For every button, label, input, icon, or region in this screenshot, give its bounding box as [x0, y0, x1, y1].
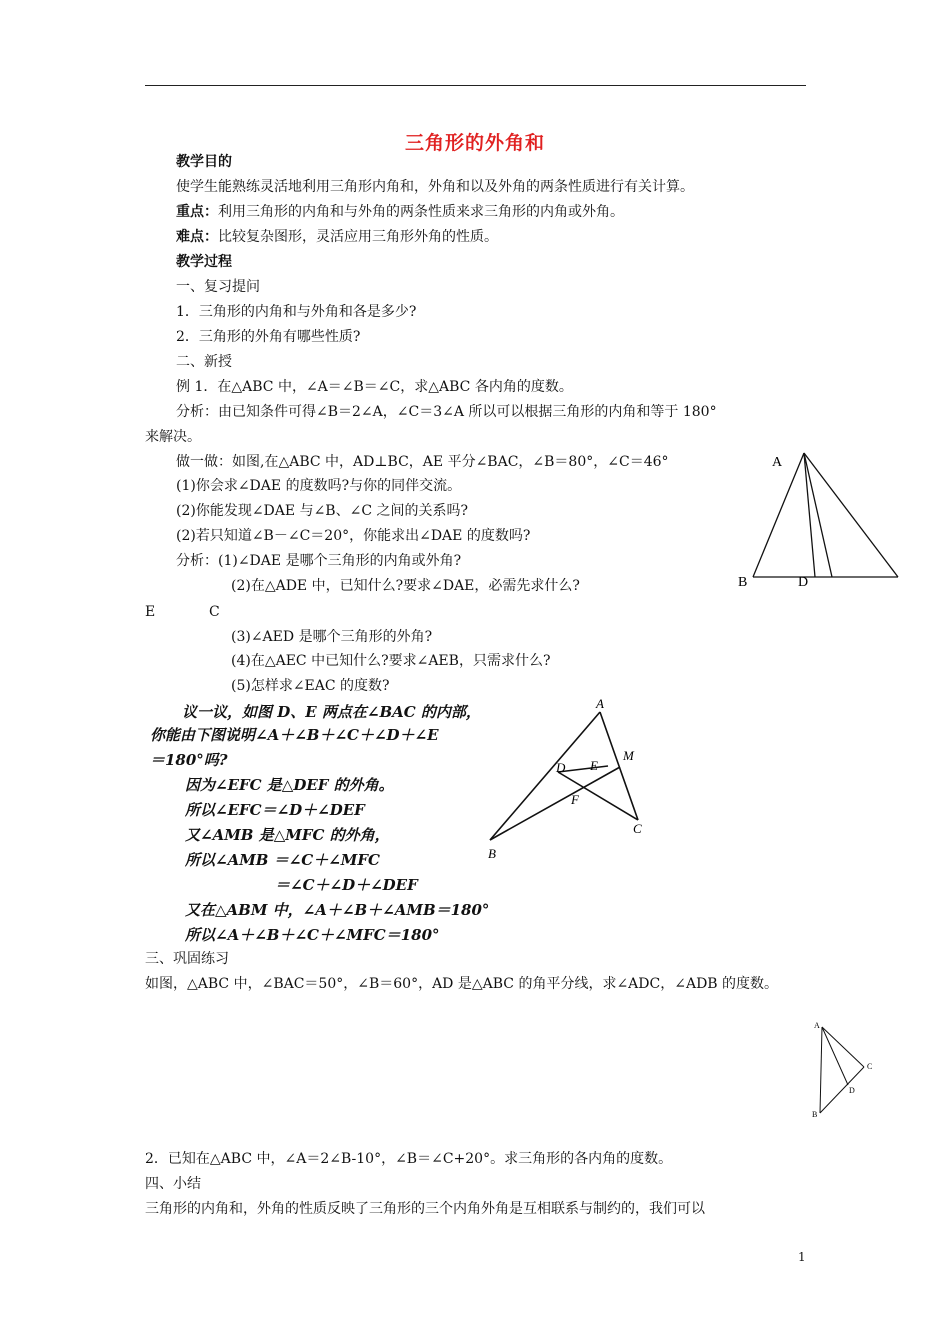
header-rule: [145, 85, 806, 86]
discuss-line-9: 又在△ABM 中，∠A＋∠B＋∠AMB＝180°: [185, 901, 490, 919]
discuss-line-8: ＝∠C＋∠D＋∠DEF: [275, 876, 418, 894]
discuss-line-6: 又∠AMB 是△MFC 的外角，: [185, 826, 390, 844]
section-summary: 四、小结: [145, 1176, 201, 1192]
question-1: 1．三角形的内角和与外角和各是多少?: [176, 304, 417, 320]
example-1: 例 1．在△ABC 中，∠A＝∠B＝∠C，求△ABC 各内角的度数。: [176, 379, 573, 395]
analysis-q1: 分析：(1)∠DAE 是哪个三角形的内角或外角?: [176, 553, 462, 569]
key-text: 利用三角形的内角和与外角的两条性质来求三角形的内角或外角。: [218, 204, 624, 220]
fig2-label-a: A: [596, 696, 604, 711]
analysis-1-cont: 来解决。: [145, 429, 201, 445]
fig3-label-d: D: [849, 1086, 855, 1095]
fig1-label-d: D: [798, 575, 809, 590]
figure-triangle-ade: [730, 445, 910, 595]
page-number: 1: [798, 1250, 806, 1264]
process-heading: 教学过程: [176, 254, 232, 270]
difficulty: [176, 228, 498, 246]
diff-label: 难点：: [176, 229, 218, 245]
try-text: 做一做：如图,在△ABC 中，AD⊥BC，AE 平分∠BAC，∠B＝80°，∠C＝46°: [176, 454, 669, 470]
fig2-label-f: F: [571, 792, 579, 807]
discuss-line-7: 所以∠AMB ＝∠C＋∠MFC: [185, 851, 380, 869]
fig2-label-e: E: [590, 758, 598, 773]
discuss-line-10: 所以∠A＋∠B＋∠C＋∠MFC＝180°: [185, 926, 440, 944]
section-new: 二、新授: [176, 354, 232, 370]
discuss-line-2: 你能由下图说明∠A＋∠B＋∠C＋∠D＋∠E: [150, 726, 439, 744]
key-point: [176, 203, 624, 221]
analysis-q3: (3)∠AED 是哪个三角形的外角?: [231, 629, 433, 645]
figure-angle-bisector: [808, 1015, 878, 1120]
question-2: 2．三角形的外角有哪些性质?: [176, 329, 361, 345]
page-title: 三角形的外角和: [404, 132, 545, 154]
analysis-q5: (5)怎样求∠EAC 的度数?: [231, 678, 390, 694]
fig2-label-m: M: [623, 748, 634, 763]
figure-star-angles: [480, 692, 660, 867]
try-item-1: (1)你会求∠DAE 的度数吗?与你的同伴交流。: [176, 478, 462, 494]
fig2-label-b: B: [488, 846, 496, 861]
try-item-3: (2)若只知道∠B－∠C＝20°，你能求出∠DAE 的度数吗?: [176, 528, 531, 544]
label-e: E: [145, 604, 156, 620]
goal-text: 使学生能熟练灵活地利用三角形内角和，外角和以及外角的两条性质进行有关计算。: [176, 179, 694, 195]
diff-text: 比较复杂图形，灵活应用三角形外角的性质。: [218, 229, 498, 245]
fig3-label-b: B: [812, 1110, 818, 1119]
fig3-label-c: C: [867, 1062, 873, 1071]
discuss-line-4: 因为∠EFC 是△DEF 的外角。: [185, 776, 394, 794]
analysis-q4: (4)在△AEC 中已知什么?要求∠AEB，只需求什么?: [231, 653, 551, 669]
summary-text: 三角形的内角和，外角的性质反映了三角形的三个内角外角是互相联系与制约的，我们可以: [145, 1201, 705, 1217]
practice-2: 2．已知在△ABC 中，∠A＝2∠B-10°，∠B＝∠C+20°。求三角形的各内角的度数。: [145, 1151, 673, 1167]
fig2-label-c: C: [633, 821, 642, 836]
key-label: 重点：: [176, 204, 218, 220]
discuss-line-1: 议一议，如图 D、E 两点在∠BAC 的内部，: [182, 703, 481, 721]
fig1-label-b: B: [738, 575, 748, 590]
analysis-q2: (2)在△ADE 中，已知什么?要求∠DAE，必需先求什么?: [231, 578, 580, 594]
try-item-2: (2)你能发现∠DAE 与∠B、∠C 之间的关系吗?: [176, 503, 468, 519]
fig3-label-a: A: [814, 1021, 820, 1030]
section-review: 一、复习提问: [176, 279, 260, 295]
discuss-line-5: 所以∠EFC＝∠D＋∠DEF: [185, 801, 365, 819]
label-c: C: [209, 604, 220, 620]
fig1-label-a: A: [772, 455, 783, 470]
discuss-line-3: ＝180°吗?: [150, 751, 228, 769]
section-practice: 三、巩固练习: [145, 951, 229, 967]
practice-1: 如图，△ABC 中，∠BAC＝50°，∠B＝60°，AD 是△ABC 的角平分线，求∠ADC，∠ADB 的度数。: [145, 976, 779, 992]
goal-heading: 教学目的: [176, 154, 232, 170]
fig2-label-d: D: [556, 760, 566, 775]
analysis-1: 分析：由已知条件可得∠B＝2∠A，∠C＝3∠A 所以可以根据三角形的内角和等于 180°: [176, 404, 717, 420]
